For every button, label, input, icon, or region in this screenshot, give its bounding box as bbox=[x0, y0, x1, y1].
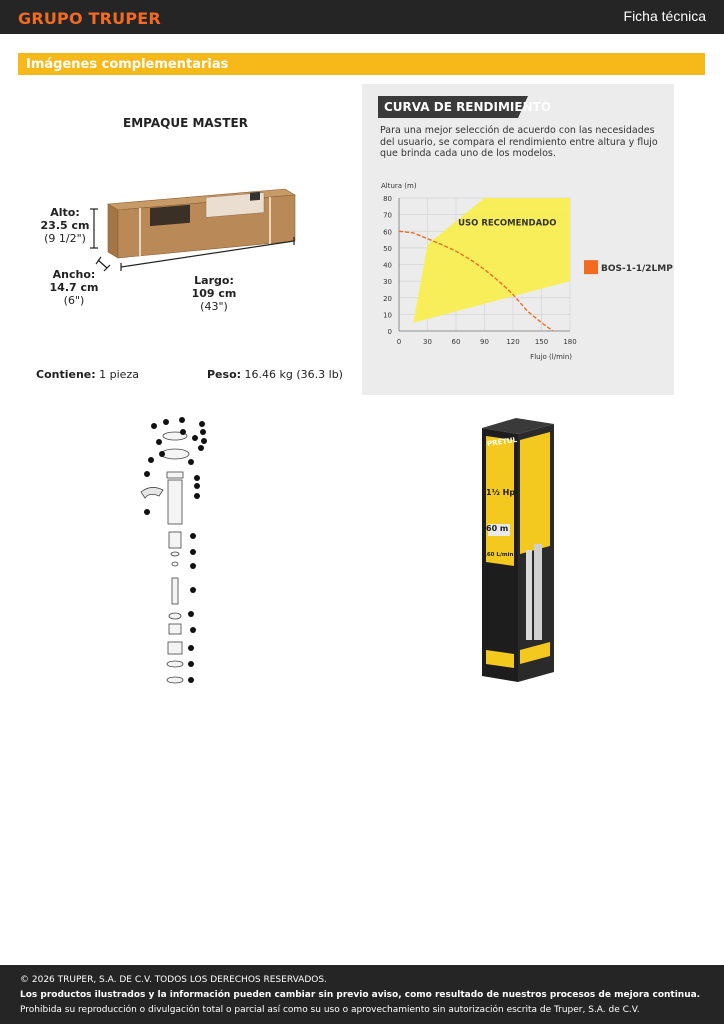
x-tick-label: 90 bbox=[480, 338, 489, 346]
largo-in: (43") bbox=[200, 300, 228, 313]
exploded-view-diagram bbox=[135, 414, 215, 694]
chart-title: CURVA DE RENDIMIENTO bbox=[384, 100, 552, 114]
contiene-value: 1 pieza bbox=[99, 368, 139, 381]
y-tick-label: 50 bbox=[383, 244, 392, 253]
alto-label: Alto: bbox=[50, 206, 80, 219]
peso-value: 16.46 kg (36.3 lb) bbox=[244, 368, 343, 381]
performance-chart-panel bbox=[362, 84, 674, 395]
x-axis-label: Flujo (l/min) bbox=[530, 353, 572, 361]
y-tick-label: 10 bbox=[383, 311, 392, 320]
footer-notice: Los productos ilustrados y la información pueden cambiar sin previo aviso, como resultado de nuestros procesos de mejora continua. bbox=[20, 990, 701, 1000]
product-box-power: 1½ Hp bbox=[486, 488, 516, 497]
alto-cm: 23.5 cm bbox=[40, 219, 90, 232]
ancho-label: Ancho: bbox=[52, 268, 96, 281]
x-tick-label: 120 bbox=[506, 338, 520, 346]
y-tick-label: 30 bbox=[383, 278, 392, 287]
y-tick-label: 0 bbox=[387, 328, 392, 336]
product-box-flow: 160 L/min bbox=[483, 552, 514, 558]
section-header bbox=[18, 53, 705, 75]
ancho-cm: 14.7 cm bbox=[49, 281, 99, 294]
dimension-ancho bbox=[48, 268, 100, 307]
x-tick-label: 150 bbox=[534, 338, 549, 346]
y-tick-label: 40 bbox=[383, 261, 392, 270]
ancho-in: (6") bbox=[63, 294, 85, 307]
legend-swatch bbox=[584, 260, 598, 274]
recommended-region-label: USO RECOMENDADO bbox=[458, 218, 557, 229]
product-box-illustration bbox=[478, 416, 560, 684]
y-tick-label: 20 bbox=[383, 294, 392, 303]
document-type: Ficha técnica bbox=[623, 8, 706, 24]
package-illustration bbox=[80, 180, 310, 280]
y-tick-label: 60 bbox=[383, 228, 392, 237]
contiene-info bbox=[36, 368, 139, 381]
footer-copyright: © 2026 TRUPER, S.A. DE C.V. TODOS LOS DERECHOS RESERVADOS. bbox=[20, 975, 327, 985]
legend-label: BOS-1-1/2LMP bbox=[601, 264, 673, 275]
dimension-largo bbox=[188, 274, 240, 313]
product-box-brand: PRETUL bbox=[486, 435, 518, 449]
y-tick-label: 70 bbox=[383, 211, 392, 220]
y-tick-label: 80 bbox=[383, 195, 392, 203]
x-tick-label: 0 bbox=[396, 338, 402, 346]
width-dimension-line bbox=[98, 260, 107, 268]
peso-label: Peso: bbox=[207, 368, 242, 381]
x-tick-label: 180 bbox=[563, 338, 577, 346]
chart-description: Para una mejor selección de acuerdo con las necesidades del usuario, se compara el rendimiento entre altura y flujo que brinda cada uno de los modelos. bbox=[380, 125, 658, 159]
recommended-region bbox=[413, 198, 570, 323]
y-axis-label: Altura (m) bbox=[381, 182, 417, 190]
performance-chart bbox=[362, 176, 674, 376]
section-title: Imágenes complementarias bbox=[26, 57, 229, 72]
x-tick-label: 60 bbox=[451, 338, 461, 346]
peso-info bbox=[207, 368, 343, 381]
largo-label: Largo: bbox=[194, 274, 234, 287]
contiene-label: Contiene: bbox=[36, 368, 96, 381]
largo-cm: 109 cm bbox=[191, 287, 237, 300]
footer bbox=[0, 965, 724, 1024]
package-title: EMPAQUE MASTER bbox=[123, 116, 248, 130]
dimension-alto bbox=[40, 206, 90, 245]
brand-logo: GRUPO TRUPER bbox=[18, 9, 161, 28]
product-box-height: 60 m bbox=[486, 524, 509, 533]
chart-title-banner bbox=[378, 96, 552, 118]
alto-in: (9 1/2") bbox=[44, 232, 86, 245]
top-bar bbox=[0, 0, 724, 34]
x-tick-label: 30 bbox=[423, 338, 432, 346]
footer-rights: Prohibida su reproducción o divulgación total o parcial así como su uso o aprovechamiento sin autorización escrita de Truper, S.A. de C.V. bbox=[20, 1005, 640, 1015]
